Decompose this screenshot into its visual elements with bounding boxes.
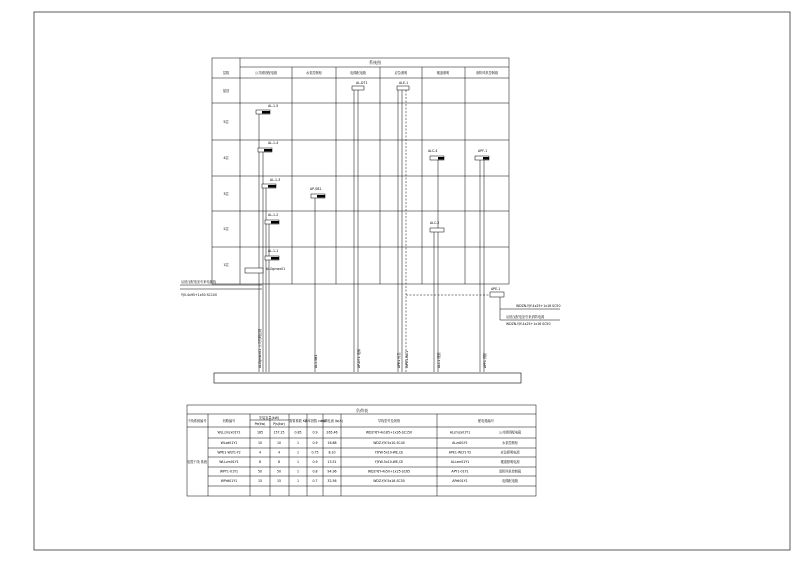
cell-purpose: 应急照明电源 [500,450,520,455]
cell-ijs: 16.88 [327,441,337,446]
floor-label-1: 1层 [223,263,229,267]
cell-cable: WDZ-YJY-4x185+1x95-SC150 [365,430,413,435]
cell-cable: WDZ-YJY-5x16-SC50 [373,479,405,484]
box-fills [262,111,489,260]
load-table-rows [217,430,522,484]
floor-label-4: 4层 [223,156,229,160]
header-pjs: Pjs(kw) [273,422,285,426]
feeder-label-fan: APF1 消防 [483,352,487,368]
header-kx: 需要系数 Kx [289,419,307,423]
feeder-label-public: ALGgmzx01 公共照明总箱 [258,328,262,368]
riser-title: 系统图 [369,60,381,65]
cell-pe: 10 [257,441,263,446]
cell-pe: 15 [257,479,263,484]
cell-purpose: 楼道照明电源 [500,460,520,465]
cell-pe: 4 [258,450,262,455]
cell-id: WLLzm01Y1 [219,460,239,465]
box-label-f3-public: AL-1-3 [270,178,281,182]
feeder-label-emergency-2: WPE1-WL1 [405,350,409,368]
header-current: 计算电流 Ijs(A) [321,419,343,423]
cell-kx: 1 [296,479,300,484]
column-header-fan: 消防风机控制箱 [475,71,499,75]
header-cable: 导线型号及规格 [377,419,401,423]
cell-id: WPdt01Y1 [220,479,238,484]
header-cos: 功率因数 cosφ [304,419,326,423]
incoming-cable-right2: WDZN-YJY-4x25+1x16 SC50 [516,304,561,308]
box-label-right: APE-1 [491,287,501,291]
cell-pe: 185 [256,430,264,435]
incoming-cable-left: YJV-4x95+1x50 SC100 [181,293,217,297]
column-header-elevator: 电梯配电箱 [350,71,366,75]
cell-cable: YJYW-5x10-WE,CE [374,450,404,455]
header-box: 配电箱编号 [478,419,494,423]
box-label-f1-main: ALGgmzx01 [266,267,286,271]
cell-kx: 0.85 [294,430,302,435]
cell-pjs: 10 [276,441,282,446]
header-system: 干线系统编号 [187,419,207,423]
incoming-label-right: 从低压配电室引来消防电源 [506,315,545,319]
cell-id: WPY1-01Y1 [219,469,239,474]
cell-cos: 0.8 [312,469,318,474]
feeder-label-pump: AL1-SB1 [314,354,318,368]
cell-pjs: 4 [277,450,281,455]
cell-cos: 0.9 [312,430,318,435]
feeder-label-stair: ALC1 楼道 [437,352,441,368]
cell-box: ALzmzx01Y1 [449,430,471,435]
floor-label-roof: 屋顶 [222,89,230,93]
box-label-f5-public: AL-1-5 [268,104,279,108]
cell-cos: 0.75 [311,450,319,455]
column-header-emergency: 应急照明 [394,71,408,75]
cell-kx: 1 [296,460,300,465]
floor-label-3: 3层 [223,192,229,196]
cell-kx: 1 [296,441,300,446]
feeder-label-elevator: AP-DT1 电梯 [357,348,361,368]
box-label-f2-stair: ALC-2 [430,221,440,225]
incoming-cable-right: WDZN-YJY-4x25+1x16 SC50 [506,322,551,326]
cell-pe: 8 [258,460,262,465]
cell-box: APdt01Y1 [452,479,468,484]
cell-box: ALzd01Y1 [452,441,468,446]
cell-purpose: 电梯配电箱 [502,479,518,484]
cell-box: APE1-WLY1-Y2 [448,450,472,455]
box-label-f4-public: AL-1-4 [268,141,279,145]
cell-id: WLzd01Y1 [220,441,238,446]
cell-cos: 0.9 [312,460,318,465]
cell-id: WPE1-WLY1-Y2 [217,450,241,455]
header-capacity: 安装容量(kW) [258,416,280,420]
box-label-f1-public: AL-1-1 [268,249,279,253]
riser-diagram [212,58,509,284]
sheet-border [34,12,790,550]
box-label-f4-fan: APF-1 [478,149,488,153]
cell-pjs: 50 [276,469,282,474]
floor-label-2: 2层 [223,227,229,231]
floor-header: 层数 [222,71,230,75]
column-header-pump: 水泵控制柜 [306,71,322,75]
cell-ijs: 13.51 [327,460,337,465]
box-label-roof-emergency: ALE-1 [399,81,409,85]
cell-ijs: 32.56 [327,479,337,484]
cell-cable: WDZ-YJY-4x50+1x25-SC65 [367,469,411,474]
column-header-public: 公共照明配电箱 [254,71,278,75]
load-table-title: 负荷表 [356,408,368,413]
cell-pjs: 15 [276,479,282,484]
cell-cable: YJYW-5x10-WE,CE [374,460,404,465]
incoming-label-left: 从低压配电室引来电源线 [181,280,217,284]
cell-kx: 1 [296,450,300,455]
cell-box: ALLzm01Y1 [450,460,470,465]
cell-ijs: 265.46 [326,430,338,435]
box-label-f4-stair: ALC-4 [428,149,438,153]
header-pe: Pe(kw) [254,422,266,426]
cell-id: WLLzmzx01Y1 [217,430,241,435]
cell-kx: 1 [296,469,300,474]
group-label: 电缆干线 系统 [186,460,208,464]
cell-cos: 0.7 [312,479,318,484]
cell-purpose: 消防风机控制箱 [498,469,522,474]
box-label-roof-elevator: AL-DT1 [356,81,368,85]
cell-purpose: 公共照明配电箱 [498,430,522,435]
cell-cos: 0.9 [312,441,318,446]
riser-lines [180,90,560,372]
cell-purpose: 水泵控制柜 [502,441,518,446]
cell-ijs: 8.10 [328,450,336,455]
header-cabinet: 回路编号 [222,419,236,423]
cell-box: APY1-01Y1 [451,469,469,474]
cell-pjs: 157.25 [273,430,285,435]
box-label-f2-public: AL-1-2 [268,213,279,217]
cell-pjs: 8 [277,460,281,465]
cell-ijs: 94.96 [327,469,337,474]
cell-cable: WDZ-YJY-5x10-SC40 [373,441,405,446]
column-header-stair: 楼道照明 [436,71,450,75]
box-label-f3-pump: AP-SB1 [310,187,322,191]
floor-label-5: 5层 [223,120,229,124]
cell-pe: 50 [257,469,263,474]
feeder-label-emergency: APE1 应急 [397,352,401,368]
base-busbar [214,373,521,383]
